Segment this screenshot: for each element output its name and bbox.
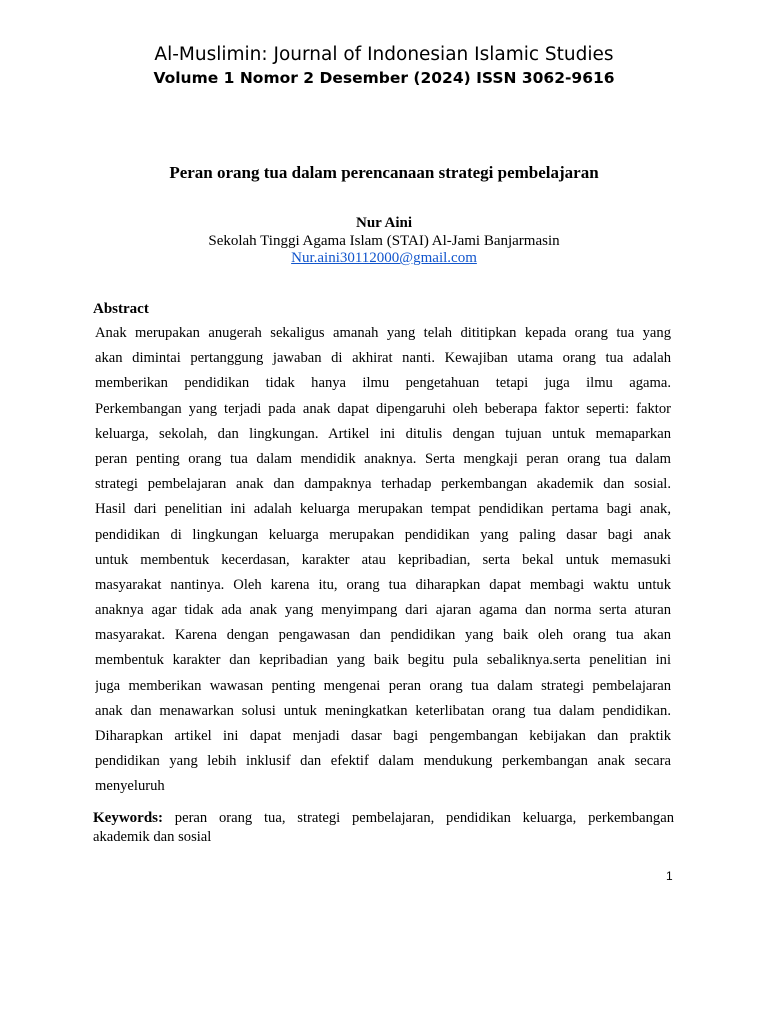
author-name: Nur Aini <box>356 215 412 231</box>
keywords-text: akademik dan sosial <box>93 829 212 845</box>
abstract-line: memberikan pendidikan tidak hanya ilmu pengetahuan tetapi juga ilmu agama. <box>95 375 671 392</box>
author-affiliation: Sekolah Tinggi Agama Islam (STAI) Al-Jami Banjarmasin <box>208 233 560 249</box>
abstract-heading: Abstract <box>93 301 149 317</box>
abstract-line: untuk membentuk kecerdasan, karakter atau kepribadian, serta bekal untuk memasuki <box>95 551 671 568</box>
abstract-line: Perkembangan yang terjadi pada anak dapat dipengaruhi oleh beberapa faktor seperti: faktor <box>95 400 671 417</box>
abstract-line: menyeluruh <box>95 778 165 795</box>
abstract-line: anaknya agar tidak ada anak yang menyimpang dari ajaran agama dan norma serta aturan <box>95 602 671 619</box>
abstract-line: strategi pembelajaran anak dan dampaknya terhadap perkembangan akademik dan sosial. <box>95 476 671 493</box>
keywords-block <box>93 809 674 847</box>
abstract-line: pendidikan di lingkungan keluarga merupakan pendidikan yang paling dasar bagi anak <box>95 526 671 543</box>
abstract-line: anak dan menawarkan solusi untuk meningkatkan keterlibatan orang tua dalam pendidikan. <box>95 702 671 719</box>
abstract-line: membentuk karakter dan kepribadian yang baik begitu pula sebaliknya.serta penelitian ini <box>95 652 671 669</box>
abstract-line: Diharapkan artikel ini dapat menjadi dasar bagi pengembangan kebijakan dan praktik <box>95 728 671 744</box>
abstract-line: Anak merupakan anugerah sekaligus amanah yang telah dititipkan kepada orang tua yang <box>95 325 671 341</box>
keywords-line <box>93 809 674 828</box>
abstract-line: masyarakat nantinya. Oleh karena itu, orang tua diharapkan dapat membagi waktu untuk <box>95 576 671 593</box>
journal-title: Al-Muslimin: Journal of Indonesian Islamic Studies <box>154 44 614 65</box>
keywords-line <box>93 828 674 847</box>
abstract-line: masyarakat. Karena dengan pengawasan dan pendidikan yang baik oleh orang tua akan <box>95 627 671 644</box>
keywords-label: Keywords: <box>93 810 163 826</box>
keywords-text: peran orang tua, strategi pembelajaran, pendidikan keluarga, perkembangan <box>174 810 674 826</box>
abstract-body <box>95 321 671 800</box>
abstract-line: juga memberikan wawasan penting mengenai peran orang tua dalam strategi pembelajaran <box>95 677 671 694</box>
abstract-line: peran penting orang tua dalam mendidik anaknya. Serta mengkaji peran orang tua dalam <box>95 450 671 467</box>
paper-title: Peran orang tua dalam perencanaan strategi pembelajaran <box>169 163 599 182</box>
abstract-line: pendidikan yang lebih inklusif dan efektif dalam mendukung perkembangan anak secara <box>95 753 671 770</box>
author-email-link[interactable]: Nur.aini30112000@gmail.com <box>291 250 477 266</box>
abstract-line: Hasil dari penelitian ini adalah keluarga merupakan tempat pendidikan pertama bagi anak, <box>95 501 671 518</box>
journal-issue: Volume 1 Nomor 2 Desember (2024) ISSN 3062-9616 <box>153 69 615 87</box>
abstract-line: akan dimintai pertanggung jawaban di akhirat nanti. Kewajiban utama orang tua adalah <box>95 350 671 367</box>
abstract-line: keluarga, sekolah, dan lingkungan. Artikel ini ditulis dengan tujuan untuk memaparkan <box>95 425 671 442</box>
page-number: 1 <box>666 869 673 883</box>
